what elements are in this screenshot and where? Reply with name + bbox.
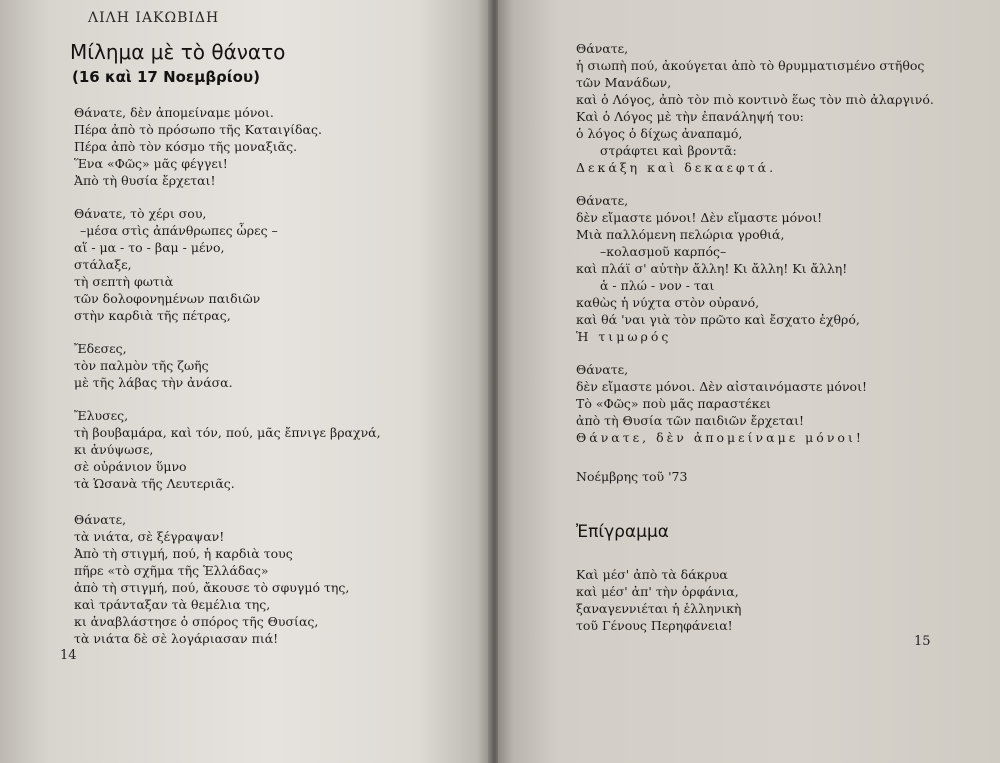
poem-line: Μιὰ παλλόμενη πελώρια γροθιά, bbox=[576, 227, 785, 242]
poem-line: δὲν εἴμαστε μόνοι! Δὲν εἴμαστε μόνοι! bbox=[576, 210, 823, 225]
poem-line: καθὼς ἡ νύχτα στὸν οὐρανό, bbox=[576, 295, 760, 310]
epigram-title: Ἐπίγραμμα bbox=[576, 522, 669, 542]
poem-line: ἡ σιωπὴ πού, ἀκούγεται ἀπὸ τὸ θρυμματισμένο στῆθος bbox=[576, 58, 925, 73]
running-head-author: ΛΙΛΗ ΙΑΚΩΒΙΔΗ bbox=[88, 10, 220, 26]
epigram-line: Καὶ μέσ' ἀπὸ τὰ δάκρυα bbox=[576, 567, 728, 582]
poem-line: καὶ ὁ Λόγος, ἀπὸ τὸν πιὸ κοντινὸ ἕως τὸν πιὸ ἀλαργινό. bbox=[576, 92, 934, 107]
poem-line: κι ἀνύψωσε, bbox=[74, 442, 154, 457]
poem-line: τῶν Μανάδων, bbox=[576, 75, 672, 90]
poem-line: –κολασμοῦ καρπός– bbox=[600, 244, 727, 259]
poem-line: ἁ - πλώ - νον - ται bbox=[600, 278, 715, 293]
poem-line: μὲ τῆς λάβας τὴν ἀνάσα. bbox=[74, 375, 233, 390]
poem-line: καὶ θά 'ναι γιὰ τὸν πρῶτο καὶ ἔσχατο ἐχθρό, bbox=[576, 312, 860, 327]
right-page bbox=[498, 0, 1000, 763]
poem-line: Τὸ «Φῶς» ποὺ μᾶς παραστέκει bbox=[576, 396, 771, 411]
poem-line: τὰ νιάτα δὲ σὲ λογάριασαν πιά! bbox=[74, 631, 279, 646]
poem-line: ἀπὸ τὴ Θυσία τῶν παιδιῶν ἔρχεται! bbox=[576, 413, 805, 428]
poem-line: Πέρα ἀπὸ τὸν κόσμο τῆς μοναξιᾶς. bbox=[74, 139, 298, 154]
poem-line: Ἔλυσες, bbox=[74, 408, 129, 423]
poem-line: στάλαξε, bbox=[74, 257, 132, 272]
page-number-right: 15 bbox=[914, 634, 931, 649]
epigram-line: καὶ μέσ' ἀπ' τὴν ὀρφάνια, bbox=[576, 584, 739, 599]
poem-line: Δεκάξη καὶ δεκαεφτά. bbox=[576, 160, 777, 175]
poem-line: Θάνατε, bbox=[576, 193, 629, 208]
poem-line: πῆρε «τὸ σχῆμα τῆς Ἑλλάδας» bbox=[74, 563, 269, 578]
poem-title: Μίλημα μὲ τὸ θάνατο bbox=[70, 40, 286, 64]
poem-line: Καὶ ὁ Λόγος μὲ τὴν ἐπανάληψή του: bbox=[576, 109, 804, 124]
poem-line: Θάνατε, bbox=[74, 512, 127, 527]
poem-line: καὶ τράνταξαν τὰ θεμέλια της, bbox=[74, 597, 271, 612]
poem-line: τὰ νιάτα, σὲ ξέγραψαν! bbox=[74, 529, 225, 544]
poem-line: Ἕνα «Φῶς» μᾶς φέγγει! bbox=[74, 156, 228, 171]
poem-line: Ἡ τιμωρός bbox=[576, 329, 672, 344]
poem-line: Θάνατε, δὲν ἀπομείναμε μόνοι! bbox=[576, 430, 864, 445]
poem-line: σὲ οὐράνιον ὕμνο bbox=[74, 459, 187, 474]
poem-line: δὲν εἴμαστε μόνοι. Δὲν αἰσταινόμαστε μόνοι! bbox=[576, 379, 867, 394]
poem-line: Πέρα ἀπὸ τὸ πρόσωπο τῆς Καταιγίδας. bbox=[74, 122, 322, 137]
page-number-left: 14 bbox=[60, 648, 77, 663]
poem-line: ἀπὸ τὴ στιγμή, πού, ἄκουσε τὸ σφυγμό της, bbox=[74, 580, 350, 595]
poem-line: στράφτει καὶ βροντᾶ: bbox=[600, 143, 737, 158]
poem-line: τῶν δολοφονημένων παιδιῶν bbox=[74, 291, 261, 306]
poem-line: Θάνατε, τὸ χέρι σου, bbox=[74, 206, 207, 221]
poem-line: Ἔδεσες, bbox=[74, 341, 127, 356]
poem-line: Θάνατε, bbox=[576, 362, 629, 377]
poem-line: τὸν παλμὸν τῆς ζωῆς bbox=[74, 358, 209, 373]
poem-line: καὶ πλάϊ σ' αὐτὴν ἄλλη! Κι ἄλλη! Κι ἄλλη! bbox=[576, 261, 848, 276]
poem-line: κι ἀναβλάστησε ὁ σπόρος τῆς Θυσίας, bbox=[74, 614, 319, 629]
poem-line: τὴ σεπτὴ φωτιὰ bbox=[74, 274, 174, 289]
poem-line: Θάνατε, δὲν ἀπομείναμε μόνοι. bbox=[74, 105, 274, 120]
poem-line: –μέσα στὶς ἀπάνθρωπες ὧρες – bbox=[80, 223, 278, 238]
poem-line: τὰ Ὡσανὰ τῆς Λευτεριᾶς. bbox=[74, 476, 235, 491]
epigram-line: ξαναγεννιέται ἡ ἑλληνικὴ bbox=[576, 601, 742, 616]
left-page bbox=[0, 0, 492, 763]
poem-line: τὴ βουβαμάρα, καὶ τόν, πού, μᾶς ἔπνιγε βραχνά, bbox=[74, 425, 381, 440]
poem-line: Ἀπὸ τὴ θυσία ἔρχεται! bbox=[74, 173, 216, 188]
poem-line: αἵ - μα - το - βαμ - μένο, bbox=[74, 240, 225, 255]
poem-line: Θάνατε, bbox=[576, 41, 629, 56]
poem-line: ὁ λόγος ὁ δίχως ἀναπαμό, bbox=[576, 126, 743, 141]
poem-subtitle: (16 καὶ 17 Νοεμβρίου) bbox=[72, 68, 260, 86]
poem-line: Ἀπὸ τὴ στιγμή, πού, ἡ καρδιὰ τους bbox=[74, 546, 293, 561]
poem-line: στὴν καρδιὰ τῆς πέτρας, bbox=[74, 308, 231, 323]
poem-date: Νοέμβρης τοῦ '73 bbox=[576, 469, 688, 484]
epigram-line: τοῦ Γένους Περηφάνεια! bbox=[576, 618, 733, 633]
